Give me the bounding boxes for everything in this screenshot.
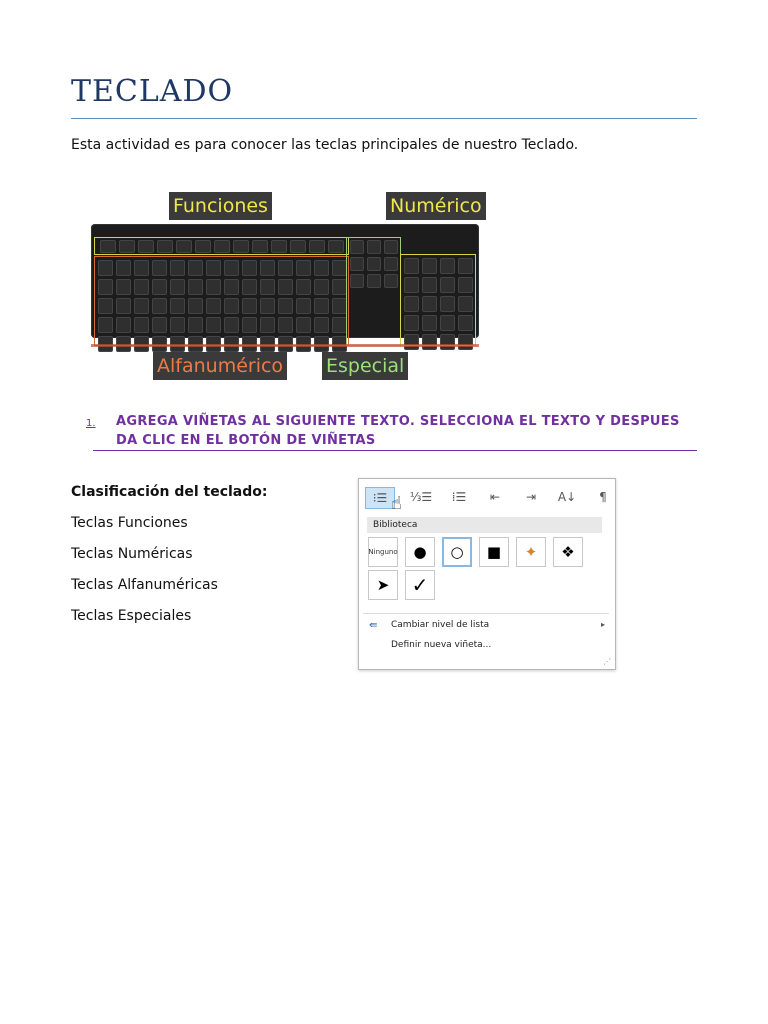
list-number: 1. bbox=[86, 418, 96, 429]
zone-numerico bbox=[400, 254, 476, 346]
list-item[interactable]: Teclas Especiales bbox=[71, 608, 192, 624]
title-rule bbox=[71, 118, 697, 119]
classification-heading[interactable]: Clasificación del teclado: bbox=[71, 484, 268, 500]
instruction-text: AGREGA VIÑETAS AL SIGUIENTE TEXTO. SELECCIONA EL TEXTO Y DESPUES DA CLIC EN EL BOTÓN DE VIÑETAS bbox=[116, 414, 680, 448]
list-level-icon: ⇚ bbox=[369, 620, 378, 631]
classification-list bbox=[71, 484, 268, 639]
list-item[interactable]: Teclas Funciones bbox=[71, 515, 188, 531]
bullet-library-panel bbox=[358, 478, 616, 670]
bullets-icon[interactable]: ⁝☰ bbox=[365, 487, 395, 509]
resize-grip-icon[interactable]: ⋰ bbox=[603, 657, 611, 666]
list-item[interactable]: Teclas Alfanuméricas bbox=[71, 577, 218, 593]
pilcrow-icon[interactable]: ¶ bbox=[599, 490, 607, 504]
library-title: Biblioteca bbox=[367, 517, 602, 533]
keyboard-edge bbox=[91, 344, 479, 347]
sort-icon[interactable]: A↓ bbox=[557, 490, 577, 504]
zone-alfanumerico bbox=[94, 256, 349, 346]
intro-text: Esta actividad es para conocer las teclas principales de nuestro Teclado. bbox=[71, 137, 579, 153]
label-funciones: Funciones bbox=[169, 192, 272, 220]
bullet-option[interactable]: ■ bbox=[479, 537, 509, 567]
label-especial: Especial bbox=[322, 352, 408, 380]
bullet-option[interactable]: ✦ bbox=[516, 537, 546, 567]
change-list-level-item[interactable] bbox=[369, 620, 605, 630]
bullet-option[interactable]: ○ bbox=[442, 537, 472, 567]
define-new-bullet-item[interactable] bbox=[369, 640, 605, 650]
bullet-option[interactable]: ● bbox=[405, 537, 435, 567]
list-item[interactable]: Teclas Numéricas bbox=[71, 546, 193, 562]
numbered-heading bbox=[86, 412, 698, 450]
bullet-option[interactable]: ❖ bbox=[553, 537, 583, 567]
page-title: TECLADO bbox=[71, 74, 234, 109]
hand-cursor-icon: ☝ bbox=[391, 493, 402, 514]
decrease-indent-icon[interactable]: ⇤ bbox=[489, 490, 501, 504]
bullet-option[interactable]: ➤ bbox=[368, 570, 398, 600]
zone-especial bbox=[346, 237, 401, 346]
bullet-none[interactable]: Ninguno bbox=[368, 537, 398, 567]
numbering-icon[interactable]: ⅓☰ bbox=[409, 490, 433, 504]
menu-divider bbox=[363, 613, 609, 614]
bullet-grid bbox=[368, 537, 587, 600]
menu-label: Definir nueva viñeta... bbox=[391, 640, 492, 650]
multilevel-icon[interactable]: ⁞☰ bbox=[451, 490, 467, 504]
label-numerico: Numérico bbox=[386, 192, 486, 220]
label-alfanumerico: Alfanumérico bbox=[153, 352, 287, 380]
bullet-option[interactable]: ✓ bbox=[405, 570, 435, 600]
zone-funciones bbox=[94, 237, 349, 255]
chevron-right-icon: ▸ bbox=[600, 620, 605, 629]
increase-indent-icon[interactable]: ⇥ bbox=[525, 490, 537, 504]
keyboard-image bbox=[88, 188, 490, 388]
menu-label: Cambiar nivel de lista bbox=[391, 620, 490, 630]
heading-rule bbox=[93, 450, 697, 451]
